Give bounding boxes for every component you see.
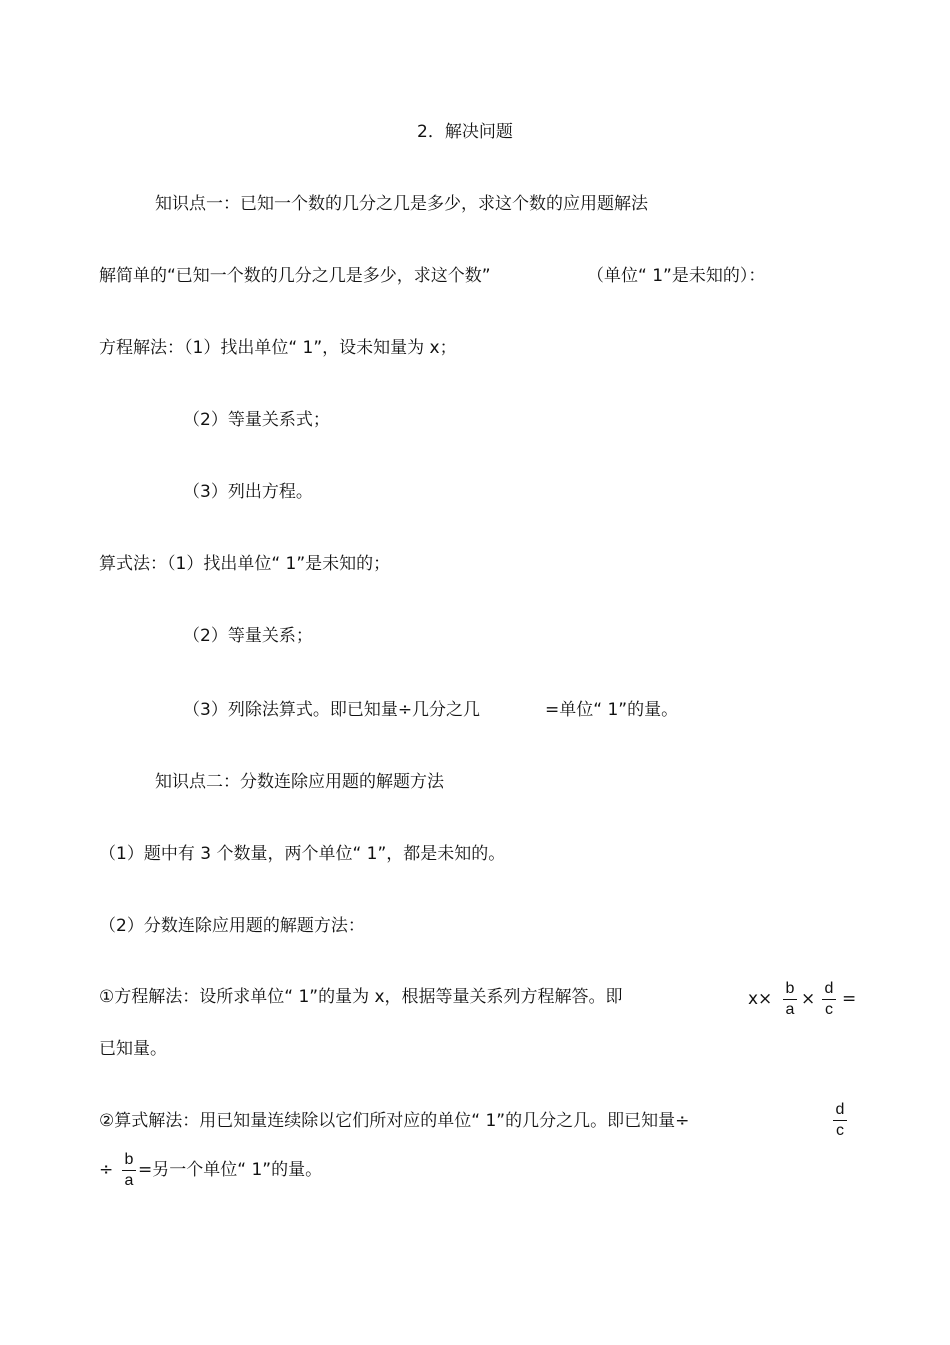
- method2-tail: =另一个单位“ 1”的量。: [138, 1160, 323, 1180]
- fraction-denominator: a: [124, 1172, 134, 1189]
- kp1-intro-b: （单位“ 1”是未知的）：: [587, 266, 766, 286]
- method1-continuation: 已知量。: [99, 1039, 167, 1059]
- kp1-heading: 知识点一：已知一个数的几分之几是多少，求这个数的应用题解法: [155, 194, 648, 214]
- fraction-b-over-a-2: [122, 1151, 136, 1190]
- method1-times: ×: [801, 989, 816, 1009]
- kp1-ar-step1: 算式法：（1）找出单位“ 1”是未知的；: [99, 554, 391, 574]
- fraction-d-over-c: [822, 980, 836, 1019]
- kp1-ar-step3b: =单位“ 1”的量。: [545, 700, 679, 720]
- fraction-numerator: b: [124, 1151, 134, 1168]
- fraction-numerator: b: [785, 980, 795, 997]
- kp2-point2: （2）分数连除应用题的解题方法：: [99, 916, 365, 936]
- fraction-denominator: c: [825, 1001, 833, 1018]
- method2-text: ②算式解法：用已知量连续除以它们所对应的单位“ 1”的几分之几。即已知量÷: [99, 1111, 690, 1131]
- kp1-eq-step2: （2）等量关系式；: [183, 410, 330, 430]
- fraction-bar: [822, 999, 836, 1000]
- method1-equals: =: [842, 989, 857, 1009]
- page-title: 2．解决问题: [417, 122, 513, 142]
- fraction-bar: [783, 999, 797, 1000]
- kp2-heading: 知识点二：分数连除应用题的解题方法: [155, 772, 444, 792]
- kp1-intro-a: 解简单的“已知一个数的几分之几是多少，求这个数”: [99, 266, 491, 286]
- method1-text: ①方程解法：设所求单位“ 1”的量为 x，根据等量关系列方程解答。即: [99, 987, 623, 1007]
- fraction-numerator: d: [835, 1101, 845, 1118]
- fraction-b-over-a: [783, 980, 797, 1019]
- fraction-numerator: d: [824, 980, 834, 997]
- kp1-eq-step3: （3）列出方程。: [183, 482, 313, 502]
- kp1-ar-step2: （2）等量关系；: [183, 626, 313, 646]
- method1-x-times: x×: [748, 989, 773, 1009]
- method2-divide: ÷: [99, 1160, 114, 1180]
- fraction-bar: [122, 1170, 136, 1171]
- fraction-bar: [833, 1120, 847, 1121]
- kp1-eq-step1: 方程解法：（1）找出单位“ 1”，设未知量为 x；: [99, 338, 457, 358]
- kp2-point1: （1）题中有 3 个数量，两个单位“ 1”，都是未知的。: [99, 844, 506, 864]
- kp1-ar-step3a: （3）列除法算式。即已知量÷几分之几: [183, 700, 481, 720]
- fraction-denominator: c: [836, 1122, 844, 1139]
- fraction-d-over-c-2: [833, 1101, 847, 1140]
- fraction-denominator: a: [785, 1001, 795, 1018]
